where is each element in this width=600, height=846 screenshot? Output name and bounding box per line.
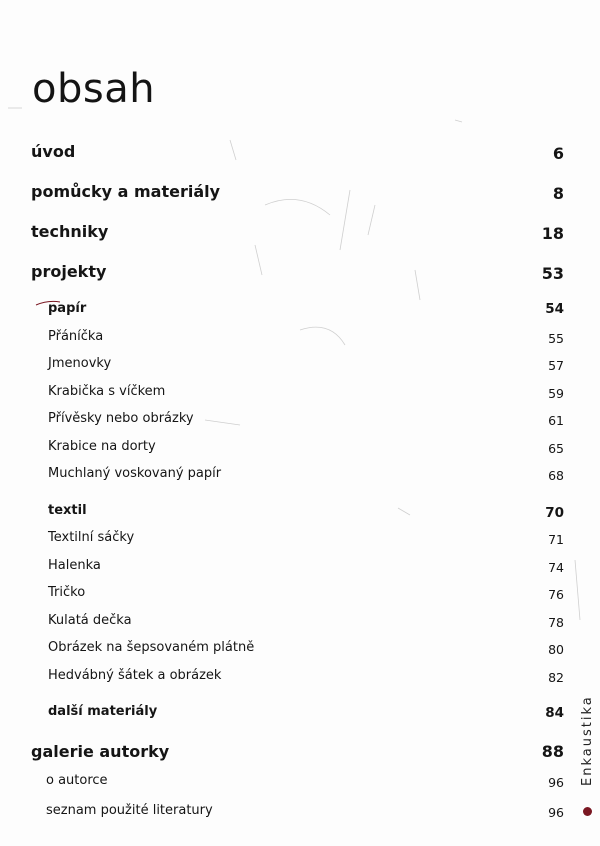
toc-entry-page: 18 (541, 224, 564, 243)
toc-entry[interactable] (0, 142, 600, 164)
toc-entry[interactable] (0, 222, 600, 244)
toc-entry-page: 53 (541, 264, 564, 283)
toc-entry-label: úvod (31, 142, 76, 161)
toc-entry-label: Přáníčka (48, 329, 104, 344)
toc-entry-page: 59 (548, 386, 564, 401)
toc-entry[interactable] (0, 742, 600, 764)
toc-entry-label: Halenka (48, 558, 101, 573)
toc-entry-label: projekty (31, 262, 107, 281)
side-section-label: Enkaustika (580, 695, 595, 786)
toc-entry-page: 96 (548, 805, 564, 820)
toc-entry[interactable] (0, 668, 600, 690)
toc-entry[interactable] (0, 558, 600, 580)
toc-entry-label: Obrázek na šepsovaném plátně (48, 640, 255, 655)
toc-entry-label: galerie autorky (31, 742, 170, 761)
toc-entry-label: Hedvábný šátek a obrázek (48, 668, 222, 683)
toc-entry-label: pomůcky a materiály (31, 182, 221, 201)
toc-entry-label: techniky (31, 222, 109, 241)
toc-entry[interactable] (0, 384, 600, 406)
toc-entry-page: 68 (548, 468, 564, 483)
toc-entry[interactable] (0, 439, 600, 461)
toc-entry-page: 61 (548, 413, 564, 428)
toc-entry-page: 96 (548, 775, 564, 790)
toc-entry-page: 54 (545, 301, 564, 317)
toc-entry-page: 8 (552, 184, 564, 203)
toc-entry-label: textil (48, 503, 87, 518)
toc-entry-page: 80 (548, 642, 564, 657)
toc-entry[interactable] (0, 329, 600, 351)
page-title: obsah (32, 66, 156, 112)
toc-entry[interactable] (0, 803, 600, 825)
toc-entry-label: papír (48, 301, 87, 316)
toc-entry[interactable] (0, 182, 600, 204)
toc-entry-label: Kulatá dečka (48, 613, 132, 628)
toc-entry-label: Jmenovky (48, 356, 112, 371)
toc-entry[interactable] (0, 640, 600, 662)
toc-entry[interactable] (0, 466, 600, 488)
toc-entry-page: 82 (548, 670, 564, 685)
toc-entry-page: 78 (548, 615, 564, 630)
toc-entry-label: Tričko (48, 585, 86, 600)
toc-entry[interactable] (0, 773, 600, 795)
toc-entry[interactable] (0, 530, 600, 552)
toc-entry[interactable] (0, 704, 600, 726)
toc-entry-page: 76 (548, 587, 564, 602)
toc-entry-label: Krabička s víčkem (48, 384, 166, 399)
toc-entry-page: 88 (541, 742, 564, 761)
toc-entry[interactable] (0, 356, 600, 378)
toc-entry[interactable] (0, 301, 600, 323)
toc-entry-label: o autorce (46, 773, 108, 788)
toc-entry-page: 6 (552, 144, 564, 163)
toc-entry-page: 55 (548, 331, 564, 346)
toc-entry-page: 70 (545, 505, 564, 521)
toc-entry-label: Krabice na dorty (48, 439, 156, 454)
toc-entry-label: další materiály (48, 704, 158, 719)
toc-entry-page: 57 (548, 358, 564, 373)
toc-entry[interactable] (0, 262, 600, 284)
toc-entry-label: Přívěsky nebo obrázky (48, 411, 194, 426)
toc-entry-label: seznam použité literatury (46, 803, 213, 818)
toc-entry[interactable] (0, 585, 600, 607)
toc-entry-label: Textilní sáčky (48, 530, 135, 545)
toc-entry[interactable] (0, 503, 600, 525)
toc-entry-page: 65 (548, 441, 564, 456)
accent-dot (583, 807, 592, 816)
toc-entry-label: Muchlaný voskovaný papír (48, 466, 222, 481)
toc-entry-page: 84 (545, 705, 564, 721)
toc-entry-page: 74 (548, 560, 564, 575)
toc-entry[interactable] (0, 411, 600, 433)
toc-entry-page: 71 (548, 532, 564, 547)
toc-entry[interactable] (0, 613, 600, 635)
